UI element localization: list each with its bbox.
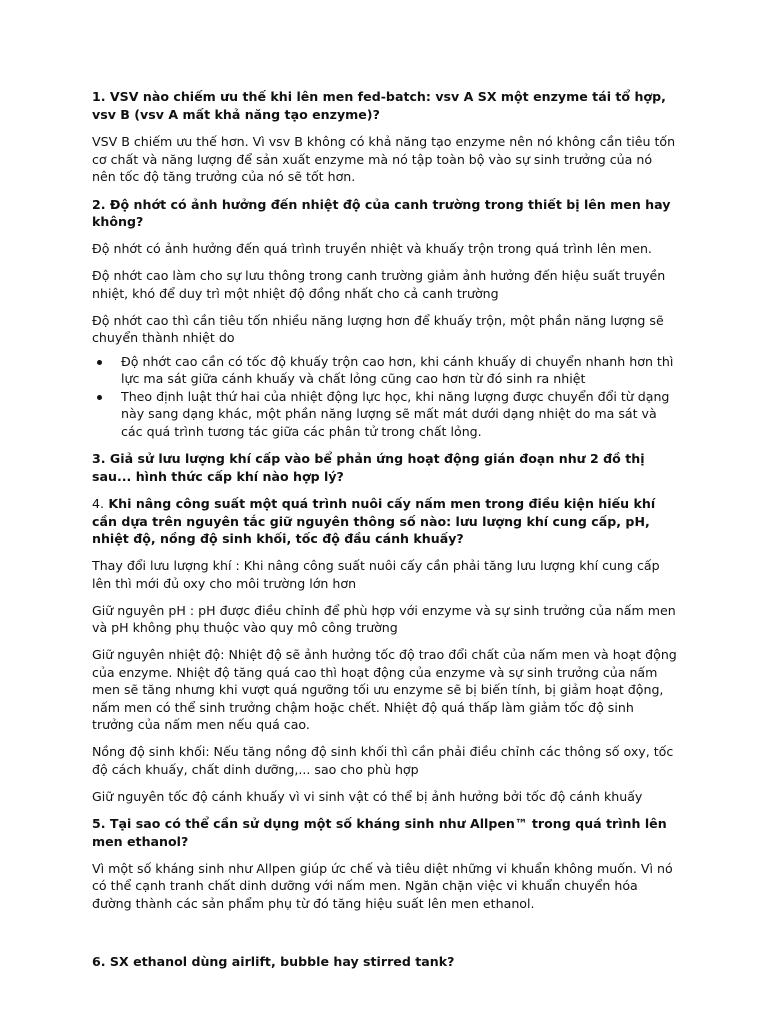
question-6: 6. SX ethanol dùng airlift, bubble hay stirred tank? — [92, 954, 455, 969]
answer-4-temperature: Giữ nguyên nhiệt độ: Nhiệt độ sẽ ảnh hưởng tốc độ trao đổi chất của nấm men và hoạt động của enzyme. Nhiệt độ tăng quá cao thì hoạt động của enzyme và sự sinh trưởng của nấm men sẽ tăng nhưng khi vượt quá ngưỡng tối ưu enzyme sẽ bị biến tính, bị giảm hoạt động, nấm men có thể sinh trưởng chậm hoặc chết. Nhiệt độ quá thấp làm giảm tốc độ sinh trưởng của nấm men nếu quá cao. — [92, 647, 677, 732]
question-1: 1. VSV nào chiếm ưu thế khi lên men fed-batch: vsv A SX một enzyme tái tổ hợp, vsv B (vsv A mất khả năng tạo enzyme)? — [92, 89, 666, 122]
answer-4-impeller-speed: Giữ nguyên tốc độ cánh khuấy vì vi sinh vật có thể bị ảnh hưởng bởi tốc độ cánh khuấy — [92, 788, 643, 804]
bullet-item — [92, 388, 678, 441]
question-2: 2. Độ nhớt có ảnh hưởng đến nhiệt độ của canh trường trong thiết bị lên men hay không? — [92, 196, 671, 229]
document-page — [92, 88, 678, 971]
bullet-text: Độ nhớt cao cần có tốc độ khuấy trộn cao hơn, khi cánh khuấy di chuyển nhanh hơn thì lực ma sát giữa cánh khuấy và chất lỏng cũng cao hơn từ đó sinh ra nhiệt — [121, 353, 674, 386]
answer-5: Vì một số kháng sinh như Allpen giúp ức chế và tiêu diệt những vi khuẩn không muốn. Vì nó có thể cạnh tranh chất dinh dưỡng với nấm men. Ngăn chặn việc vi khuẩn chuyển hóa đường thành các sản phẩm phụ từ đó tăng hiệu suất lên men ethanol. — [92, 860, 673, 911]
bullet-text: Theo định luật thứ hai của nhiệt động lực học, khi năng lượng được chuyển đổi từ dạng này sang dạng khác, một phần năng lượng sẽ mất mát dưới dạng nhiệt do ma sát và các quá trình tương tác giữa các phân tử trong chất lỏng. — [121, 388, 670, 439]
answer-2-paragraph-2: Độ nhớt cao làm cho sự lưu thông trong canh trường giảm ảnh hưởng đến hiệu suất truyền nhiệt, khó để duy trì một nhiệt độ đồng nhất cho cả canh trường — [92, 268, 666, 301]
answer-4-ph: Giữ nguyên pH : pH được điều chỉnh để phù hợp với enzyme và sự sinh trưởng của nấm men và pH không phụ thuộc vào quy mô công trường — [92, 602, 676, 635]
question-4-text: Khi nâng công suất một quá trình nuôi cấy nấm men trong điều kiện hiếu khí cần dựa trên nguyên tắc giữ nguyên thông số nào: lưu lượng khí cung cấp, pH, nhiệt độ, nồng độ sinh khối, tốc độ đầu cánh khuấy? — [92, 496, 656, 546]
answer-4-airflow: Thay đổi lưu lượng khí : Khi nâng công suất nuôi cấy cần phải tăng lưu lượng khí cung cấp lên thì mới đủ oxy cho môi trường lớn hơn — [92, 558, 660, 591]
answer-4-biomass: Nồng độ sinh khối: Nếu tăng nồng độ sinh khối thì cần phải điều chỉnh các thông số oxy, tốc độ cách khuấy, chất dinh dưỡng,... sao cho phù hợp — [92, 744, 674, 777]
question-5: 5. Tại sao có thể cần sử dụng một số kháng sinh như Allpen™ trong quá trình lên men ethanol? — [92, 816, 667, 849]
bullet-dot-icon — [97, 395, 102, 400]
answer-2-paragraph-3: Độ nhớt cao thì cần tiêu tốn nhiều năng lượng hơn để khuấy trộn, một phần năng lượng sẽ chuyển thành nhiệt do — [92, 312, 664, 345]
answer-2-paragraph-1: Độ nhớt có ảnh hưởng đến quá trình truyền nhiệt và khuấy trộn trong quá trình lên men. — [92, 241, 652, 256]
question-3: 3. Giả sử lưu lượng khí cấp vào bể phản ứng hoạt động gián đoạn như 2 đồ thị sau... hình thức cấp khí nào hợp lý? — [92, 451, 645, 484]
answer-1: VSV B chiếm ưu thế hơn. Vì vsv B không có khả năng tạo enzyme nên nó không cần tiêu tốn cơ chất và năng lượng để sản xuất enzyme mà nó tập toàn bộ vào sự sinh trưởng của nó nên tốc độ tăng trưởng của nó sẽ tốt hơn. — [92, 134, 676, 184]
question-4 — [92, 495, 678, 548]
bullet-item — [92, 353, 678, 388]
answer-2-bullet-list — [92, 353, 678, 441]
question-4-number: 4. — [92, 496, 105, 511]
bullet-dot-icon — [97, 360, 102, 365]
